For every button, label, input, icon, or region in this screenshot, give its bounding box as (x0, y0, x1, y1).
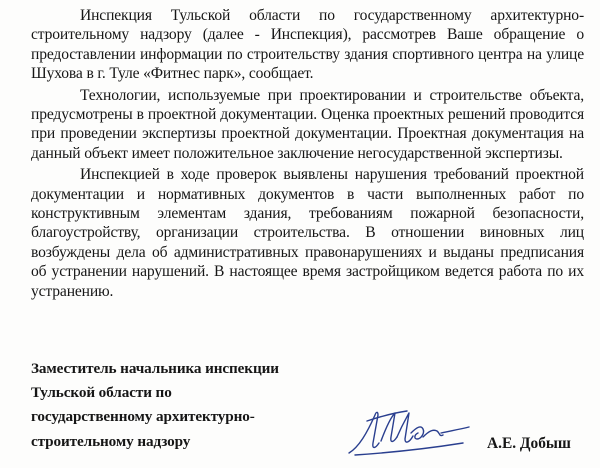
paragraph-inspection-findings: Инспекцией в ходе проверок выявлены нарушения требований проектной документации и нормативных документов в части выполненных работ по конструктивным элементам здания, требованиям пожарной безопасности, благоустройству, организации строительства. В отношении виновных лиц возбуждены дела об административных правонарушениях и выданы предписания об устранении нарушений. В настоящее время застройщиком ведется работа по их устранению. (31, 166, 584, 300)
letter-body (31, 6, 584, 303)
position-line: строительному надзору (31, 432, 191, 450)
paragraph-technologies: Технологии, используемые при проектировании и строительстве объекта, предусмотрены в проектной документации. Оценка проектных решений проводится при проведении экспертизы проектной документации. Проектная документация на данный объект имеет положительное заключение негосударственной экспертизы. (31, 86, 584, 162)
position-line: Тульской области по (31, 384, 172, 402)
paragraph-request-response: Инспекция Тульской области по государственному архитектурно-строительному надзору (далее - Инспекция), рассмотрев Ваше обращение о предоставлении информации по строительству здания спортивного центра на улице Шухова в г. Туле «Фитнес парк», сообщает. (31, 7, 584, 83)
position-line: Заместитель начальника инспекции (31, 360, 279, 377)
signer-name: А.Е. Добыш (487, 435, 571, 452)
position-line: государственному архитектурно- (31, 408, 255, 426)
signatory-position (31, 357, 351, 454)
handwritten-signature (345, 403, 475, 461)
